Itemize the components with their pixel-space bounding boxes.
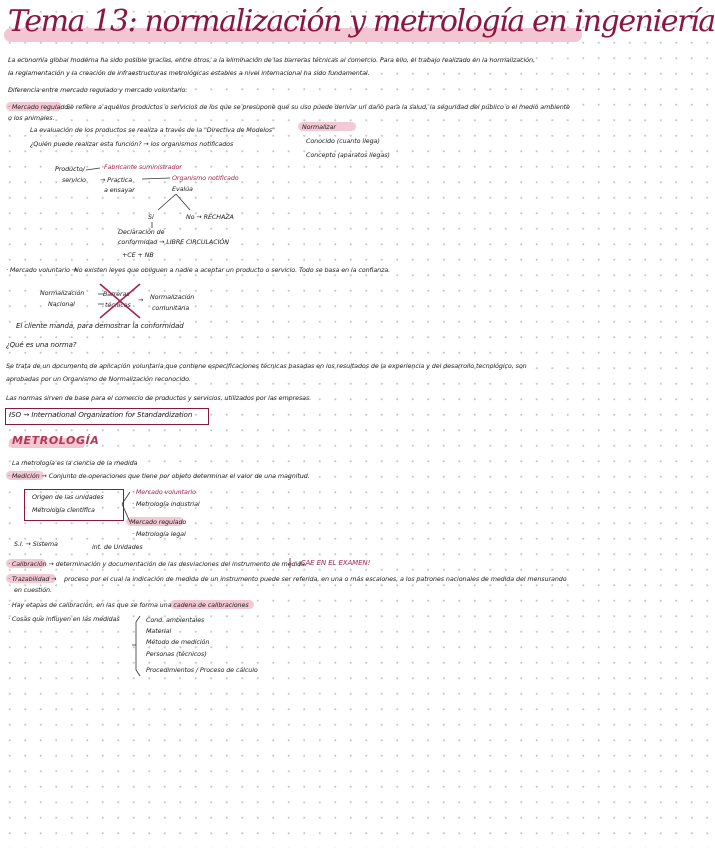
diagram-servicio: servicio [62,176,86,184]
intro-line-1: La economía global moderna ha sido posible gracias, entre otros, a la eliminación de las barreras técnicas al comercio. Para ello, el trabajo realizado en la normalización, [8,56,535,64]
metrologia-cientifica: Metrología científica [32,506,95,514]
brace-causas [132,616,140,676]
norma-question: ¿Qué es una norma? [6,341,77,349]
normalizar-title: Normalizar [302,123,336,131]
intro-line-3: Diferencia entre mercado regulado y mercado voluntario: [8,86,188,94]
norm-nacional-2: Nacional [48,300,75,308]
barreras-arrow: → [138,296,144,304]
si-label: S.I. → Sistema [14,540,58,548]
causa-1: Cond. ambientales [146,616,205,624]
trazabilidad-text-1: proceso por el cual la indicación de medida de un instrumento puede ser referida, en una o más escalones, a los patrones nacionales de medida del mensurando [64,575,567,583]
arrow-producto-fabricante [86,168,100,170]
diagram-evalua: Evalúa [172,185,193,193]
diagram-ensayo: a ensayar [104,186,135,194]
barreras-1: Barreras [103,290,130,298]
norm-nacional-1: Normalización [40,289,85,297]
norm-comunitaria-1: Normalización [150,293,195,301]
calibracion-text: · Calibración → determinación y documentación de las desviaciones del instrumento de medida. [8,560,307,568]
diagram-fabricante: Fabricante suministrador [104,163,182,171]
diagram-organismo: Organismo notificado [172,174,239,182]
cliente-manda: El cliente manda, para demostrar la conformidad [16,322,184,330]
diagram-practica: → Practica [100,176,133,184]
metrologia-def: La metrología es la ciencia de la medida [12,459,138,467]
branch-regulado: Mercado regulado [130,518,187,526]
si-text: int. de Unidades [92,543,143,551]
normalizar-item-2: Concepto (aparatos llegas) [306,151,390,159]
origen-unidades: Origen de las unidades [32,493,104,501]
causa-4: Personas (técnicos) [146,650,207,658]
causa-3: Método de medición [146,638,210,646]
diagram-ce: +CE + NB [122,251,154,259]
voluntario-text: No existen leyes que obliguen a nadie a aceptar un producto o servicio. Todo se basa en la confianza. [74,266,391,274]
medicion-text: · Medición → Conjunto de operaciones que tiene por objeto determinar el valor de una magnitud. [8,472,310,480]
trazabilidad-label: · Trazabilidad → [8,575,57,583]
page-title: Tema 13: normalización y metrología en ingeniería [8,4,715,39]
iso-text: ISO → International Organization for Standardization [9,410,193,419]
examen-note: ¡CAE EN EL EXAMEN! [298,559,371,567]
barreras-2: técnicas [105,301,131,309]
diagram-no-rechaza: No → RECHAZA [186,213,234,221]
etapas-text: · Hay etapas de calibración, en las que se forma una cadena de calibraciones [8,601,249,609]
norma-base: Las normas sirven de base para el comercio de productos y servicios, utilizados por las empresas. [6,394,312,402]
regulado-text-4: ¿Quién puede realizar esta función? → los organismos notificados [30,140,234,148]
branch-legal: · Metrología legal [132,530,186,538]
regulado-label: · Mercado regulado: [8,103,71,111]
branch-voluntario: · Mercado voluntario [132,488,196,496]
regulado-text-3: La evaluación de los productos se realiza a través de la "Directiva de Modelos" [30,126,275,134]
causa-2: Material [146,627,172,635]
brace-origen [122,492,130,522]
trazabilidad-text-2: en cuestión. [14,586,52,594]
diagram-si: Sí [148,213,154,221]
diagram-declaracion: Declaración de [118,228,165,236]
voluntario-label: · Mercado voluntario → [6,266,78,274]
regulado-text-1: Se refiere a aquellos productos o servicios de los que se presupone que su uso puede derivar un daño para la salud, la seguridad del público o el medio ambiente [66,103,570,111]
norma-def-2: aprobadas por un Organismo de Normalización reconocido. [6,375,191,383]
causa-5: Procedimientos / Proceso de cálculo [146,666,258,674]
causas-text: · Cosas que influyen en las medidas [8,615,120,623]
norm-comunitaria-2: comunitaria [152,304,190,312]
arrow-practica-organismo [142,178,170,179]
intro-line-2: la reglamentación y la creación de infraestructuras metrológicas estables a nivel internacional ha sido fundamental. [8,69,370,77]
arrow-evalua-branches [158,194,190,210]
diagram-producto: Producto/ [55,165,85,173]
barreras-cross [100,284,140,318]
norma-def-1: Se trata de un documento de aplicación voluntaria que contiene especificaciones técnicas basadas en los resultados de la experiencia y del desarrollo tecnológico, son [6,362,527,370]
diagram-conformidad: conformidad → LIBRE CIRCULACIÓN [118,238,229,246]
normalizar-item-1: Conocido (cuanto llega) [306,137,380,145]
metrologia-heading: METROLOGÍA [12,434,100,447]
branch-industrial: · Metrología industrial [132,500,200,508]
arrow-nacional-barreras [98,294,104,304]
regulado-text-2: o los animales. [8,114,55,122]
